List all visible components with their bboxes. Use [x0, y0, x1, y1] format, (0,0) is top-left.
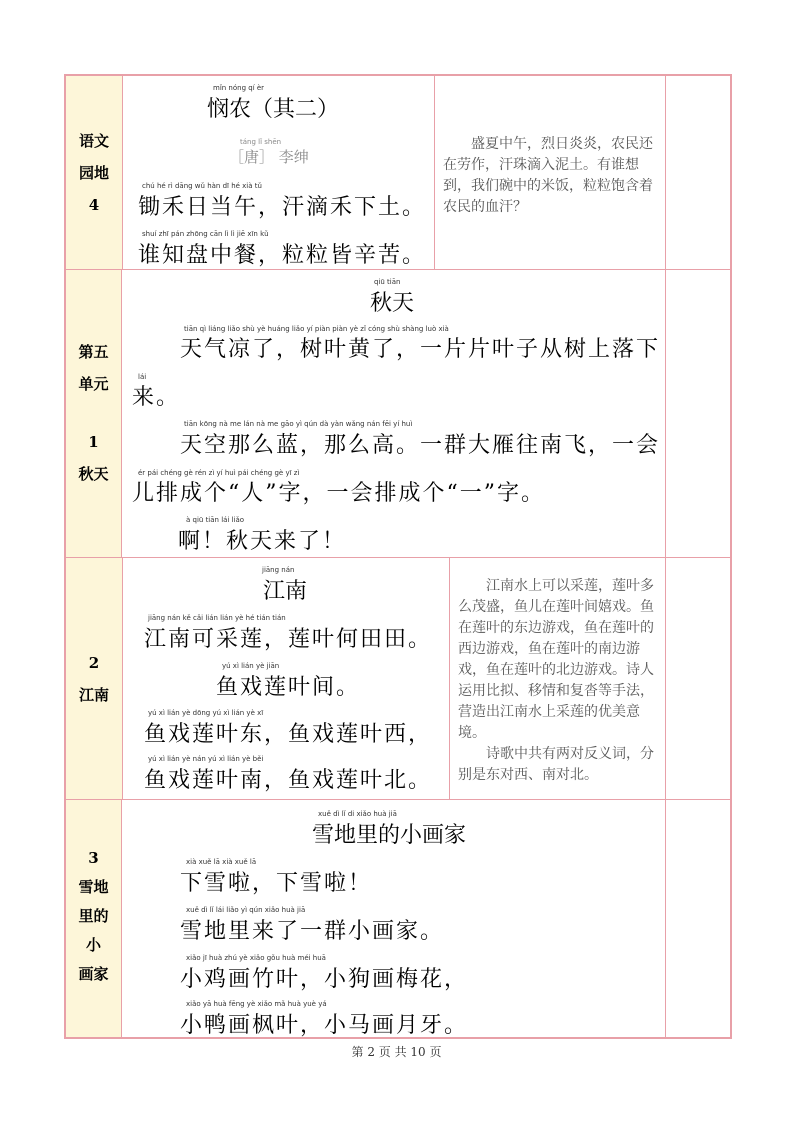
- note-text: 诗歌中共有两对反义词，分别是东对西、南对北。: [458, 746, 654, 783]
- pinyin: tiān kōng nà me lán nà me gāo yì qún dà yàn wǎng nán fēi yí huì: [184, 420, 413, 428]
- pinyin: xuě dì lǐ di xiǎo huà jiā: [318, 810, 397, 818]
- poem-line: 下雪啦，下雪啦！: [180, 871, 373, 896]
- pinyin: ér pái chéng gè rén zì yí huì pái chéng gè yī zì: [138, 469, 300, 477]
- pinyin: xiǎo yā huà fēng yè xiǎo mǎ huà yuè yá: [186, 1000, 327, 1008]
- poem-line: 天气凉了，树叶黄了，一片片叶子从树上落下: [180, 337, 661, 362]
- label-line: 小: [85, 936, 101, 954]
- poem-line: 锄禾日当午，汗滴禾下土。: [138, 195, 427, 220]
- pinyin: à qiū tiān lái liǎo: [186, 516, 245, 524]
- poem-title: 秋天: [370, 291, 415, 316]
- poem-line: 小鸭画枫叶，小马画月牙。: [180, 1013, 469, 1038]
- label-line: 1: [88, 433, 99, 451]
- pinyin: táng lǐ shēn: [240, 138, 282, 146]
- label-line: 秋天: [78, 465, 109, 483]
- section-label: [66, 800, 122, 1037]
- pinyin: lái: [138, 373, 147, 381]
- pinyin: chú hé rì dāng wǔ hàn dī hé xià tǔ: [142, 182, 262, 190]
- poem-line: 江南可采莲，莲叶何田田。: [144, 627, 433, 652]
- label-line: 里的: [78, 907, 109, 925]
- table-row: [66, 800, 730, 1037]
- pinyin: qiū tiān: [374, 278, 401, 286]
- pinyin: yú xì lián yè nán yú xì lián yè běi: [148, 755, 264, 763]
- note-text: 盛夏中午，烈日炎炎，农民还在劳作，汗珠滴入泥土。有谁想到，我们碗中的米饭，粒粒饱含着农民的血汗？: [443, 136, 653, 215]
- poem-title: 雪地里的小画家: [312, 823, 467, 848]
- blank-column: [665, 800, 730, 1037]
- note-text: 江南水上可以采莲，莲叶多么茂盛，鱼儿在莲叶间嬉戏。鱼在莲叶的东边游戏，鱼在莲叶的西边游戏，鱼在莲叶的南边游戏，鱼在莲叶的北边游戏。诗人运用比拟、移情和复沓等手法，营造出江南水上采莲的优美意境。: [458, 578, 654, 741]
- blank-column: [665, 270, 730, 557]
- blank-column: [665, 76, 730, 269]
- poem-author: ［唐］ 李绅: [229, 148, 309, 166]
- label-line: 园地: [78, 163, 109, 182]
- pinyin: mǐn nóng qí èr: [213, 84, 265, 92]
- label-line: 语文: [78, 131, 109, 150]
- pinyin: jiāng nán: [262, 566, 295, 574]
- poem-line: 天空那么蓝，那么高。一群大雁往南飞，一会: [180, 433, 661, 458]
- page-footer: 第 2 页 共 10 页: [351, 1045, 442, 1059]
- pinyin: xiǎo jī huà zhú yè xiǎo gǒu huà méi huā: [186, 954, 326, 962]
- poem-line: 鱼戏莲叶南，鱼戏莲叶北。: [144, 768, 433, 793]
- label-line: 单元: [78, 375, 109, 393]
- pinyin: xià xuě lā xià xuě lā: [186, 858, 257, 866]
- poem-line: 鱼戏莲叶东，鱼戏莲叶西，: [144, 722, 433, 747]
- poem-title: 悯农（其二）: [207, 97, 340, 122]
- poem-note: [449, 558, 666, 799]
- label-line: 画家: [78, 965, 109, 983]
- label-line: 江南: [78, 685, 109, 704]
- table-row: [66, 558, 730, 800]
- pinyin: xuě dì lǐ lái liǎo yì qún xiǎo huà jiā: [186, 906, 306, 914]
- label-line: 4: [88, 195, 100, 214]
- poem-line: 啊！秋天来了！: [178, 529, 347, 554]
- poem-line: 鱼戏莲叶间。: [216, 675, 361, 700]
- poem-line: 雪地里来了一群小画家。: [180, 919, 445, 944]
- poem-title: 江南: [263, 579, 308, 604]
- label-line: 第五: [78, 343, 109, 361]
- pinyin: tiān qì liáng liǎo shù yè huáng liǎo yí piàn piàn yè zǐ cóng shù shàng luò xià: [184, 325, 449, 333]
- label-line: 雪地: [78, 878, 109, 896]
- section-label: [66, 558, 123, 799]
- poem-line: 儿排成个“人”字，一会排成个“一”字。: [132, 481, 545, 506]
- blank-column: [665, 558, 730, 799]
- section-label: [66, 270, 122, 557]
- section-label: [66, 76, 123, 269]
- pinyin: yú xì lián yè jiān: [222, 662, 280, 670]
- pinyin: yú xì lián yè dōng yú xì lián yè xī: [148, 709, 264, 717]
- poem-line: 小鸡画竹叶，小狗画梅花，: [180, 967, 469, 992]
- poem-note: [434, 76, 666, 269]
- table-row: [66, 76, 730, 270]
- poem-line: 谁知盘中餐，粒粒皆辛苦。: [138, 243, 427, 268]
- lesson-table: [64, 74, 732, 1039]
- label-line: 2: [88, 653, 100, 672]
- table-row: [66, 270, 730, 558]
- pinyin: shuí zhī pán zhōng cān lì lì jiē xīn kǔ: [142, 230, 269, 238]
- poem-line: 来。: [132, 385, 181, 410]
- pinyin: jiāng nán kě cǎi lián lián yè hé tián tián: [148, 614, 286, 622]
- label-line: 3: [88, 849, 99, 867]
